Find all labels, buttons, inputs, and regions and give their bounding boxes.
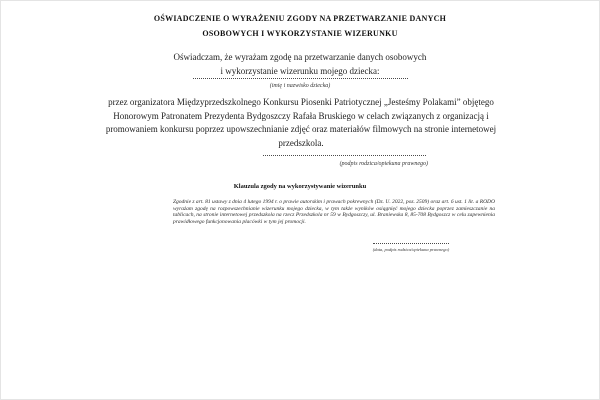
intro-line1: Oświadczam, że wyrażam zgodę na przetwarzanie danych osobowych	[173, 52, 427, 62]
clause-heading: Klauzula zgody na wykorzystywanie wizerunku	[233, 183, 367, 190]
consent-body-paragraph: przez organizatora Międzyprzedszkolnego Konkursu Piosenki Patriotycznej „Jesteśmy Polakami” objętego Honorowym Patronatem Prezydenta Bydgoszczy Rafała Bruskiego w celach związanych z organizacją i promowaniem konkursu poprzez upowszechnianie zdjęć oraz materiałów filmowych na stronie internetowej przedszkola.	[105, 97, 497, 148]
date-signature-fill-line	[373, 243, 449, 244]
date-signature-caption: (data, podpis rodzica/opiekuna prawnego)	[372, 247, 450, 252]
document-title-line1: OŚWIADCZENIE O WYRAŻENIU ZGODY NA PRZETWARZANIE DANYCH	[153, 14, 447, 23]
child-name-fill-line	[193, 78, 408, 79]
child-name-caption: (imię i nazwisko dziecka)	[269, 83, 331, 89]
document-title	[1, 12, 599, 41]
rodo-clause-paragraph: Zgodnie z art. 81 ustawy z dnia 4 lutego 1994 r. o prawie autorskim i prawach pokrewnych (Dz. U. 2022, poz. 2509) oraz art. 6 ust. 1 lit. a RODO wyrażam zgodę na rozpowszechnianie wizerunku mojego dziecka, w tym także wyników osiągnięć mojego dziecka poprzez zamieszczanie na tablicach, na stronie internetowej przedszkola na rzecz Przedszkola nr 59 w Bydgoszczy, ul. Braniewska 8, 85-708 Bydgoszcz w celu zapewnienia prawidłowego funkcjonowania placówki w tym jej promocji.	[173, 199, 495, 225]
intro-statement	[1, 50, 599, 78]
parent-signature-caption: (podpis rodzica/opiekuna prawnego)	[339, 161, 428, 167]
parent-signature-fill-line	[263, 155, 426, 156]
document-title-line2: OSOBOWYCH I WYKORZYSTANIE WIZERUNKU	[202, 28, 398, 38]
intro-line2: i wykorzystanie wizerunku mojego dziecka:	[220, 66, 380, 76]
